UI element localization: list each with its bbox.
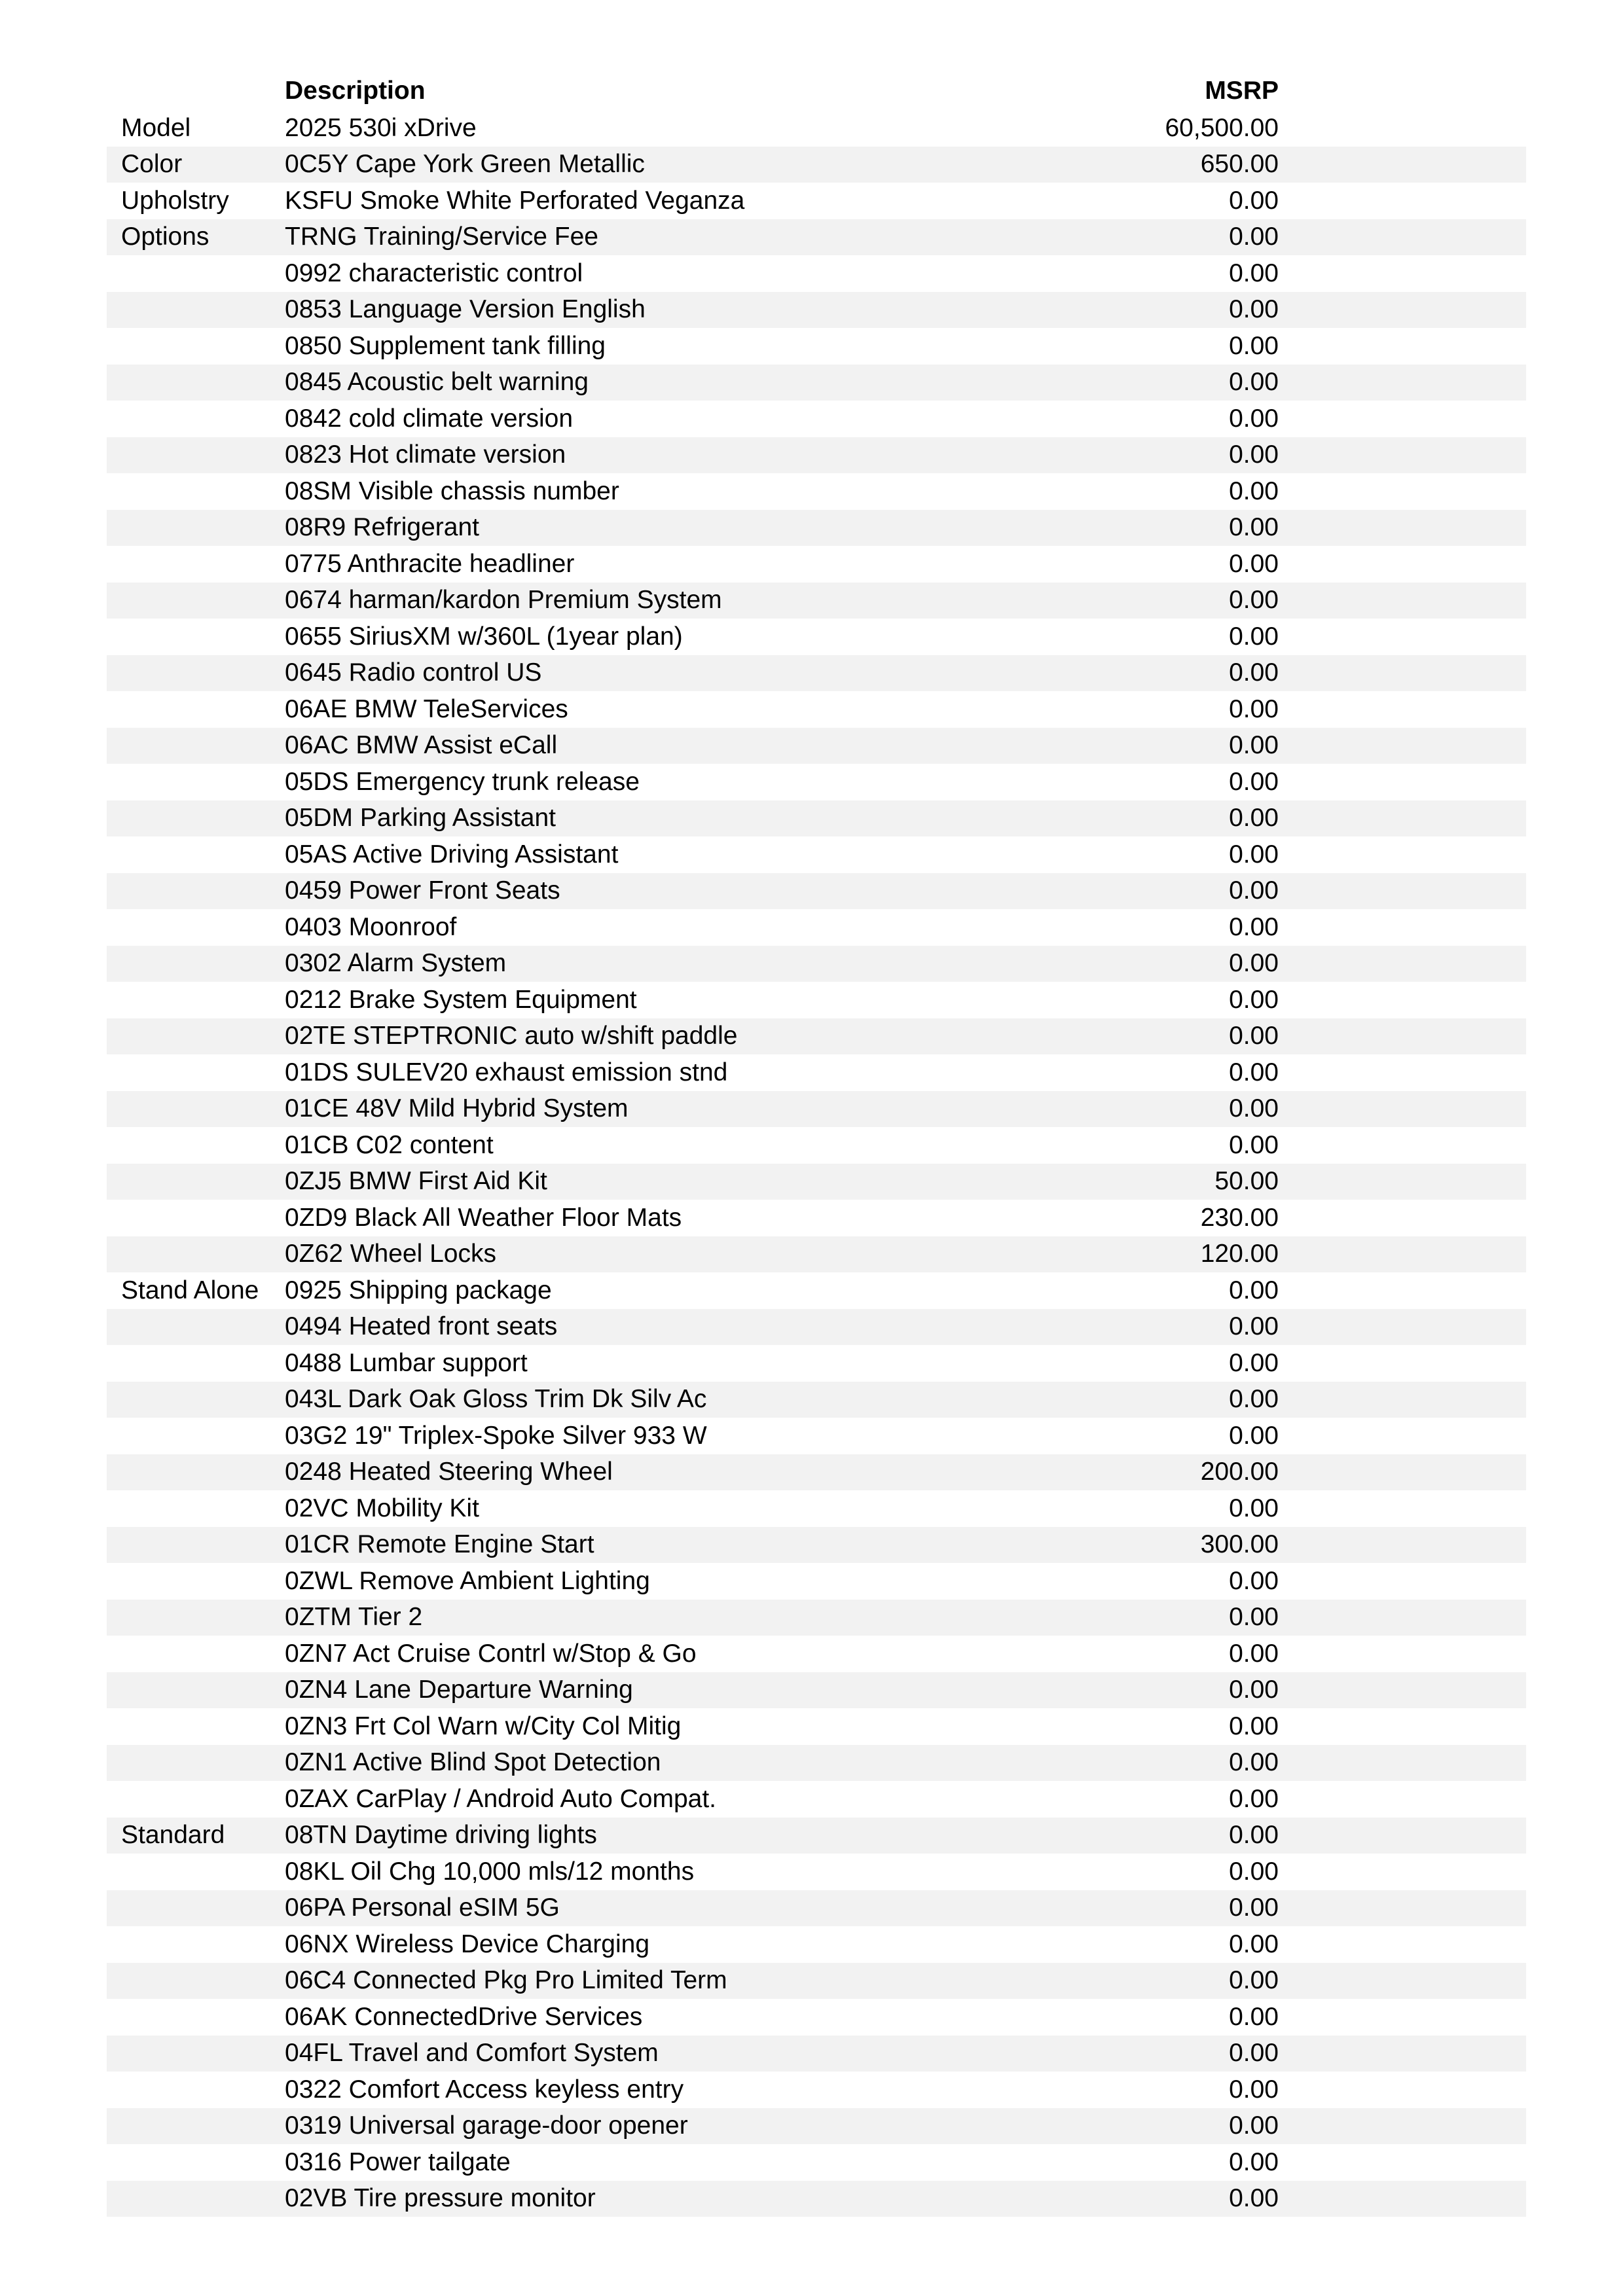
table-row (107, 2181, 1526, 2217)
row-description: 01CR Remote Engine Start (285, 1530, 594, 1559)
row-description: 0992 characteristic control (285, 259, 583, 287)
row-msrp: 0.00 (1229, 223, 1279, 251)
row-description: 05DM Parking Assistant (285, 804, 556, 833)
table-row (107, 1963, 1526, 2000)
row-msrp: 200.00 (1200, 1458, 1279, 1486)
row-description: 02TE STEPTRONIC auto w/shift paddle (285, 1022, 738, 1050)
table-row (107, 2108, 1526, 2145)
table-row (107, 583, 1526, 619)
row-msrp: 0.00 (1229, 368, 1279, 397)
row-description: 0C5Y Cape York Green Metallic (285, 150, 645, 179)
row-description: 01CB C02 content (285, 1130, 494, 1159)
row-msrp: 0.00 (1229, 1857, 1279, 1886)
row-description: 2025 530i xDrive (285, 113, 477, 142)
row-msrp: 0.00 (1229, 1312, 1279, 1341)
row-description: KSFU Smoke White Perforated Veganza (285, 186, 745, 215)
table-row (107, 1490, 1526, 1527)
row-msrp: 0.00 (1229, 1603, 1279, 1632)
row-description: 06PA Personal eSIM 5G (285, 1893, 560, 1922)
row-description: 0850 Supplement tank filling (285, 331, 606, 360)
row-description: 0459 Power Front Seats (285, 876, 560, 905)
table-row (107, 110, 1526, 147)
row-description: 0ZD9 Black All Weather Floor Mats (285, 1203, 682, 1232)
row-description: 0823 Hot climate version (285, 440, 566, 469)
row-description: 0ZN7 Act Cruise Contrl w/Stop & Go (285, 1639, 697, 1668)
row-description: 02VB Tire pressure monitor (285, 2184, 596, 2213)
row-description: 01DS SULEV20 exhaust emission stnd (285, 1058, 728, 1086)
table-row (107, 1418, 1526, 1454)
row-description: 0248 Heated Steering Wheel (285, 1458, 613, 1486)
row-msrp: 0.00 (1229, 912, 1279, 941)
table-row (107, 183, 1526, 219)
row-description: 0674 harman/kardon Premium System (285, 586, 722, 615)
row-description: 06AK ConnectedDrive Services (285, 2002, 643, 2031)
row-msrp: 0.00 (1229, 1130, 1279, 1159)
table-row (107, 1999, 1526, 2036)
table-row (107, 982, 1526, 1018)
table-row (107, 2072, 1526, 2108)
row-msrp: 0.00 (1229, 767, 1279, 796)
table-row (107, 1636, 1526, 1672)
row-msrp: 0.00 (1229, 1276, 1279, 1304)
row-msrp: 0.00 (1229, 259, 1279, 287)
row-msrp: 120.00 (1200, 1240, 1279, 1268)
table-row (107, 836, 1526, 873)
row-msrp: 0.00 (1229, 440, 1279, 469)
row-category: Upholstry (121, 186, 229, 215)
row-description: 04FL Travel and Comfort System (285, 2039, 659, 2068)
row-description: 05DS Emergency trunk release (285, 767, 640, 796)
table-row (107, 365, 1526, 401)
table-row (107, 147, 1526, 183)
table-row (107, 1818, 1526, 1854)
table-header (107, 72, 1526, 110)
header-description: Description (285, 77, 426, 105)
row-description: 0ZTM Tier 2 (285, 1603, 423, 1632)
table-row (107, 1708, 1526, 1745)
row-description: 01CE 48V Mild Hybrid System (285, 1094, 629, 1123)
table-row (107, 1200, 1526, 1236)
row-description: 06C4 Connected Pkg Pro Limited Term (285, 1966, 727, 1995)
row-msrp: 0.00 (1229, 1494, 1279, 1522)
row-msrp: 0.00 (1229, 1385, 1279, 1414)
table-row (107, 473, 1526, 510)
table-row (107, 728, 1526, 764)
row-description: 06AC BMW Assist eCall (285, 731, 558, 760)
row-msrp: 0.00 (1229, 985, 1279, 1014)
row-msrp: 0.00 (1229, 2111, 1279, 2140)
row-description: 0775 Anthracite headliner (285, 549, 575, 578)
table-row (107, 1127, 1526, 1164)
row-description: 0302 Alarm System (285, 949, 507, 978)
row-msrp: 0.00 (1229, 694, 1279, 723)
row-msrp: 0.00 (1229, 949, 1279, 978)
table-body (107, 110, 1526, 2217)
row-description: 06AE BMW TeleServices (285, 694, 568, 723)
table-row (107, 401, 1526, 437)
row-msrp: 0.00 (1229, 404, 1279, 433)
row-description: 03G2 19" Triplex-Spoke Silver 933 W (285, 1421, 707, 1450)
table-row (107, 1382, 1526, 1418)
table-row (107, 1563, 1526, 1600)
row-category: Options (121, 223, 210, 251)
row-msrp: 0.00 (1229, 1929, 1279, 1958)
row-description: 0494 Heated front seats (285, 1312, 558, 1341)
row-msrp: 0.00 (1229, 1094, 1279, 1123)
row-description: 0ZWL Remove Ambient Lighting (285, 1566, 650, 1595)
row-msrp: 0.00 (1229, 549, 1279, 578)
table-row (107, 546, 1526, 583)
table-row (107, 328, 1526, 365)
table-row (107, 873, 1526, 910)
row-description: 043L Dark Oak Gloss Trim Dk Silv Ac (285, 1385, 707, 1414)
table-row (107, 1054, 1526, 1091)
row-msrp: 0.00 (1229, 331, 1279, 360)
row-description: 05AS Active Driving Assistant (285, 840, 619, 869)
row-category: Standard (121, 1821, 225, 1850)
row-description: 0403 Moonroof (285, 912, 457, 941)
table-row (107, 619, 1526, 655)
row-msrp: 60,500.00 (1165, 113, 1279, 142)
header-msrp: MSRP (1205, 77, 1279, 105)
row-msrp: 0.00 (1229, 1748, 1279, 1777)
row-description: TRNG Training/Service Fee (285, 223, 598, 251)
row-description: 0853 Language Version English (285, 295, 646, 324)
row-msrp: 0.00 (1229, 1821, 1279, 1850)
table-row (107, 1890, 1526, 1927)
row-description: 0925 Shipping package (285, 1276, 552, 1304)
row-msrp: 0.00 (1229, 1893, 1279, 1922)
row-msrp: 0.00 (1229, 1058, 1279, 1086)
table-row (107, 2144, 1526, 2181)
row-msrp: 0.00 (1229, 1639, 1279, 1668)
table-row (107, 219, 1526, 256)
row-msrp: 0.00 (1229, 876, 1279, 905)
row-category: Model (121, 113, 191, 142)
table-row (107, 1781, 1526, 1818)
row-msrp: 0.00 (1229, 658, 1279, 687)
table-row (107, 1236, 1526, 1273)
table-row (107, 1345, 1526, 1382)
row-description: 0842 cold climate version (285, 404, 574, 433)
table-row (107, 655, 1526, 692)
table-row (107, 1600, 1526, 1636)
table-row (107, 2036, 1526, 2072)
row-description: 08KL Oil Chg 10,000 mls/12 months (285, 1857, 695, 1886)
row-msrp: 0.00 (1229, 2147, 1279, 2176)
table-row (107, 691, 1526, 728)
row-description: 0ZN1 Active Blind Spot Detection (285, 1748, 661, 1777)
row-msrp: 0.00 (1229, 295, 1279, 324)
row-description: 08R9 Refrigerant (285, 513, 479, 542)
row-msrp: 0.00 (1229, 804, 1279, 833)
row-msrp: 0.00 (1229, 186, 1279, 215)
row-msrp: 0.00 (1229, 1022, 1279, 1050)
row-msrp: 0.00 (1229, 1784, 1279, 1813)
row-msrp: 0.00 (1229, 2039, 1279, 2068)
row-msrp: 0.00 (1229, 1966, 1279, 1995)
row-msrp: 0.00 (1229, 476, 1279, 505)
row-msrp: 0.00 (1229, 840, 1279, 869)
table-row (107, 1272, 1526, 1309)
table-row (107, 1018, 1526, 1055)
row-description: 08SM Visible chassis number (285, 476, 619, 505)
row-description: 0ZN3 Frt Col Warn w/City Col Mitig (285, 1712, 682, 1740)
row-msrp: 0.00 (1229, 2075, 1279, 2104)
row-msrp: 0.00 (1229, 1676, 1279, 1704)
table-row (107, 1527, 1526, 1564)
table-row (107, 764, 1526, 800)
row-msrp: 0.00 (1229, 1712, 1279, 1740)
row-category: Stand Alone (121, 1276, 259, 1304)
table-row (107, 1854, 1526, 1890)
table-row (107, 1164, 1526, 1200)
row-msrp: 0.00 (1229, 513, 1279, 542)
row-description: 06NX Wireless Device Charging (285, 1929, 650, 1958)
table-row (107, 292, 1526, 329)
table-row (107, 437, 1526, 474)
table-row (107, 800, 1526, 837)
table-row (107, 909, 1526, 946)
row-msrp: 0.00 (1229, 731, 1279, 760)
row-description: 0488 Lumbar support (285, 1348, 528, 1377)
row-description: 0316 Power tailgate (285, 2147, 511, 2176)
table-row (107, 1745, 1526, 1782)
row-msrp: 0.00 (1229, 1566, 1279, 1595)
row-msrp: 0.00 (1229, 2184, 1279, 2213)
price-table (107, 72, 1526, 2217)
row-description: 0ZN4 Lane Departure Warning (285, 1676, 633, 1704)
row-description: 0212 Brake System Equipment (285, 985, 637, 1014)
row-msrp: 650.00 (1200, 150, 1279, 179)
row-description: 0Z62 Wheel Locks (285, 1240, 496, 1268)
row-msrp: 0.00 (1229, 586, 1279, 615)
row-msrp: 50.00 (1214, 1167, 1279, 1196)
row-description: 0845 Acoustic belt warning (285, 368, 589, 397)
row-msrp: 0.00 (1229, 1421, 1279, 1450)
row-msrp: 0.00 (1229, 2002, 1279, 2031)
table-row (107, 255, 1526, 292)
row-description: 02VC Mobility Kit (285, 1494, 479, 1522)
row-msrp: 0.00 (1229, 1348, 1279, 1377)
table-row (107, 1454, 1526, 1491)
row-msrp: 230.00 (1200, 1203, 1279, 1232)
row-description: 0319 Universal garage-door opener (285, 2111, 688, 2140)
row-description: 0322 Comfort Access keyless entry (285, 2075, 684, 2104)
table-row (107, 510, 1526, 547)
table-row (107, 1091, 1526, 1128)
row-msrp: 0.00 (1229, 622, 1279, 651)
row-msrp: 300.00 (1200, 1530, 1279, 1559)
row-description: 0655 SiriusXM w/360L (1year plan) (285, 622, 683, 651)
row-description: 08TN Daytime driving lights (285, 1821, 597, 1850)
table-row (107, 1672, 1526, 1709)
row-category: Color (121, 150, 183, 179)
table-row (107, 1309, 1526, 1346)
row-description: 0ZAX CarPlay / Android Auto Compat. (285, 1784, 717, 1813)
row-description: 0645 Radio control US (285, 658, 542, 687)
row-description: 0ZJ5 BMW First Aid Kit (285, 1167, 547, 1196)
table-row (107, 1926, 1526, 1963)
table-row (107, 946, 1526, 982)
